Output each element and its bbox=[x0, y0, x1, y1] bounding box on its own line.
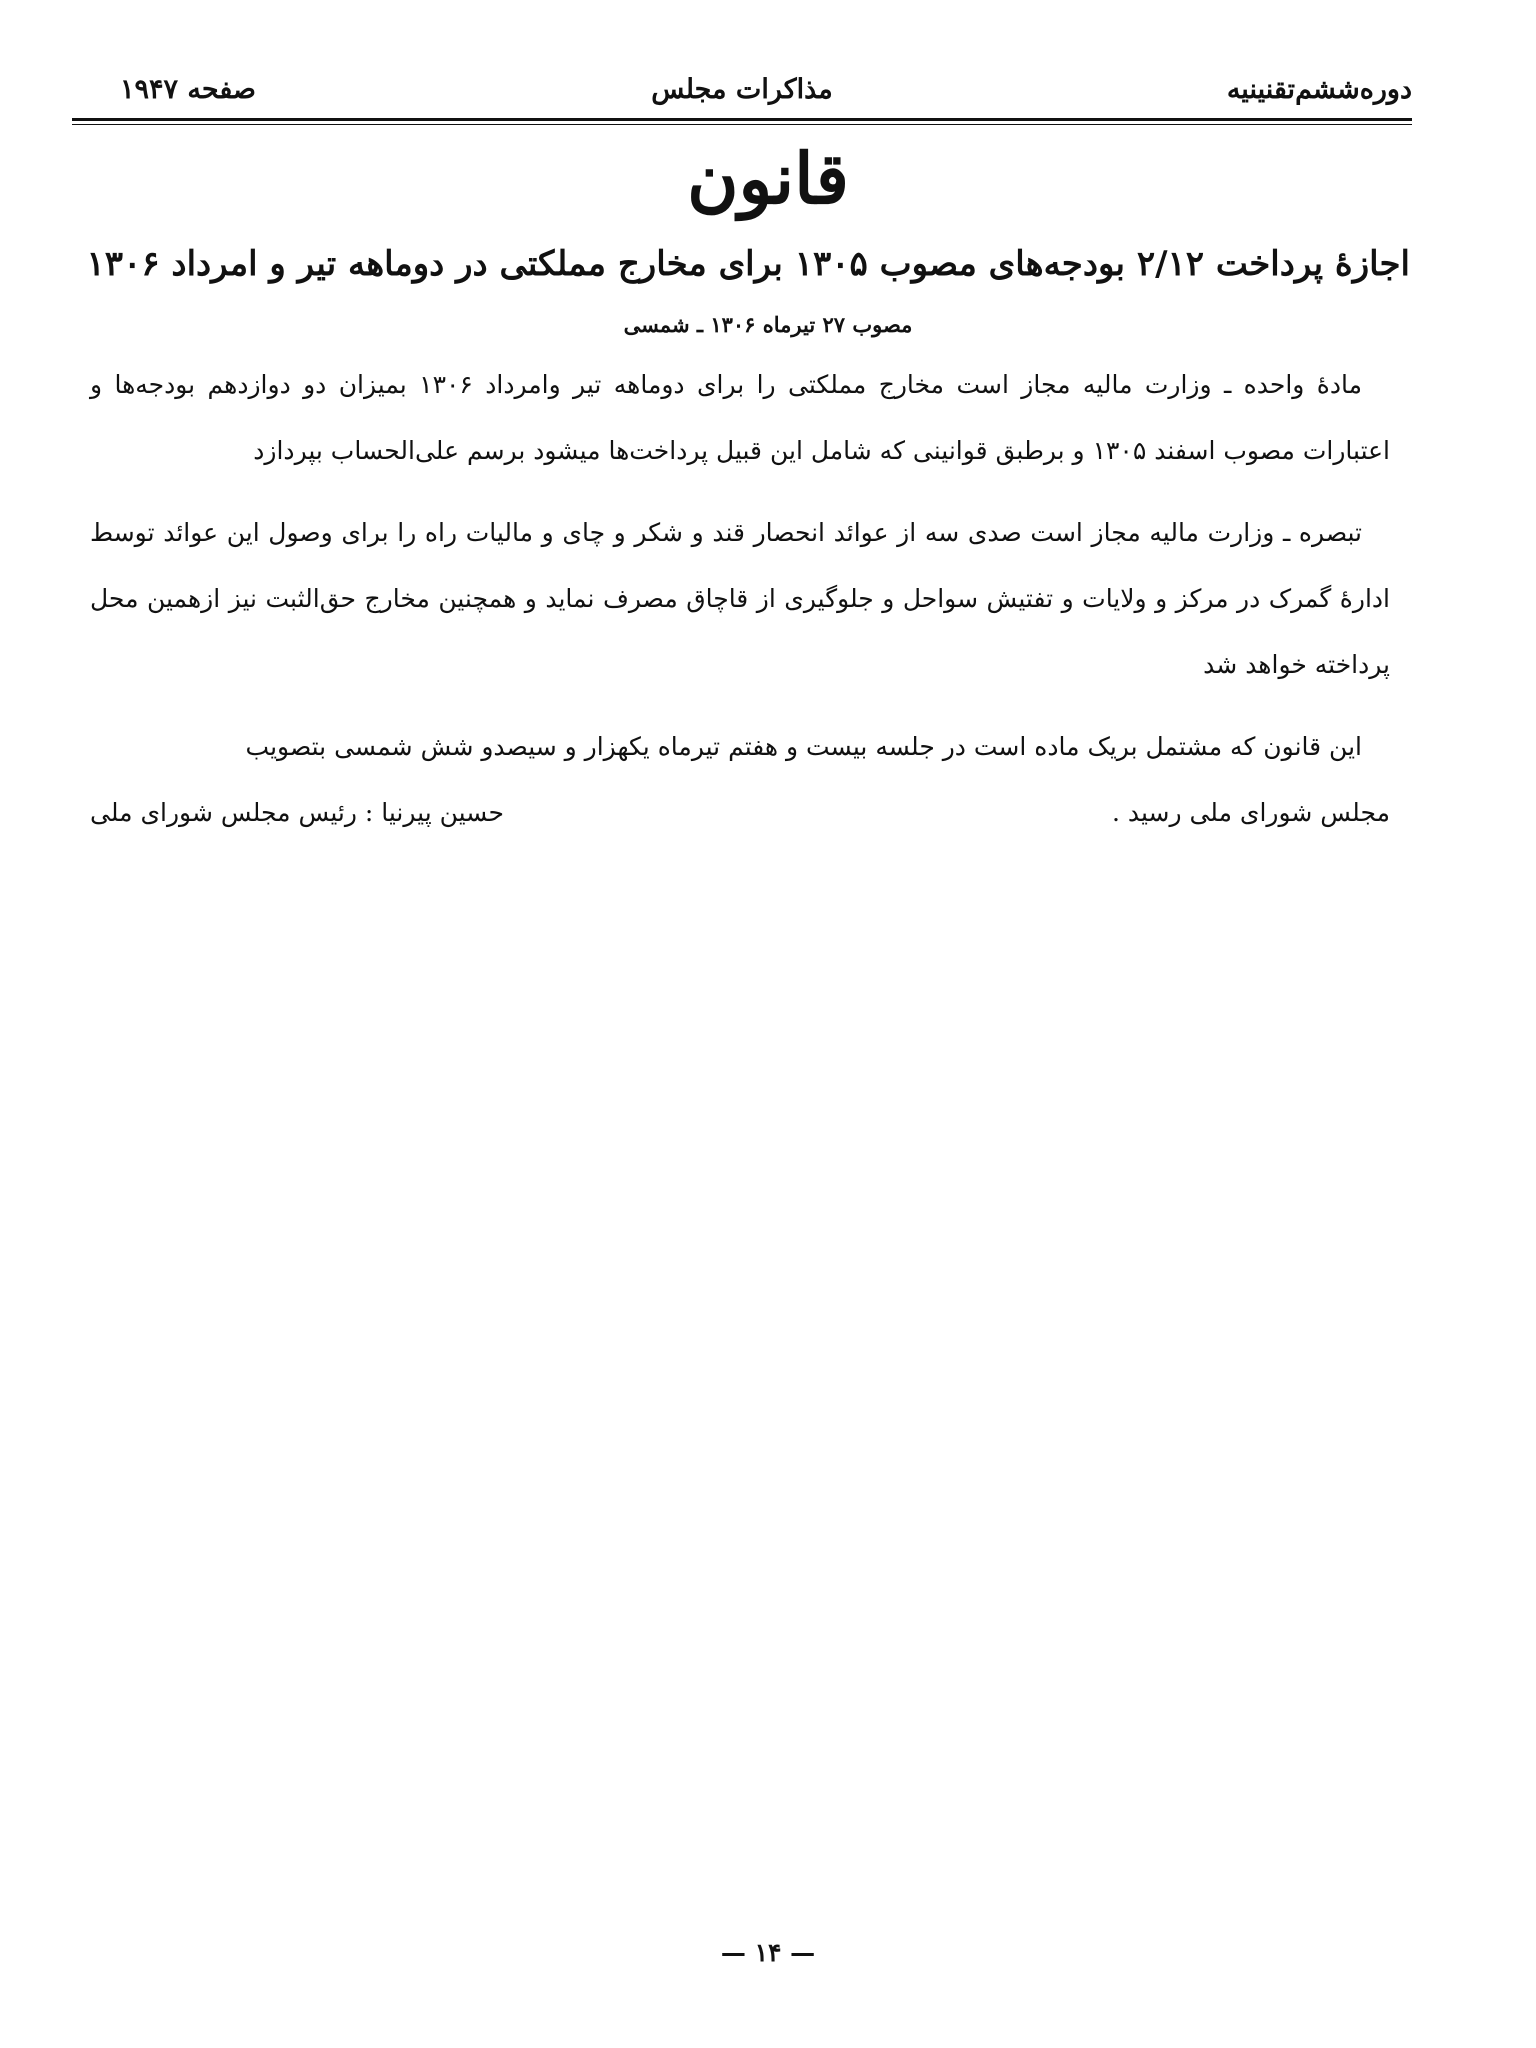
closing-paragraph: این قانون که مشتمل بریک ماده است در جلسه بیست و هفتم تیرماه یکهزار و سیصدو شش شمسی بتصویب bbox=[245, 732, 1362, 761]
page-label: صفحه ۱۹۴۷ bbox=[120, 74, 256, 105]
law-title: قانون bbox=[687, 137, 849, 220]
session-label: دوره‌ششم‌تقنینیه bbox=[1226, 74, 1412, 105]
header-divider bbox=[72, 118, 1412, 121]
note-paragraph: تبصره ـ وزارت مالیه مجاز است صدی سه از عوائد انحصار قند و شکر و چای و مالیات راه را برای وصول این عوائد توسط ادارهٔ گمرک در مرکز و ولایات و تفتیش سواحل و جلوگیری از قاچاق مصرف نماید و همچنین مخارج حق‌الثبت نیز ازهمین محل پرداخته خواهد شد bbox=[90, 518, 1390, 679]
page-number: — ۱۴ — bbox=[720, 1938, 816, 1967]
closing-end: مجلس شورای ملی رسید . bbox=[1111, 798, 1390, 827]
header-divider-thin bbox=[72, 124, 1412, 125]
signature: حسین پیرنیا : رئیس مجلس شورای ملی bbox=[90, 798, 504, 827]
journal-title: مذاکرات مجلس bbox=[651, 74, 833, 105]
approval-date: مصوب ۲۷ تیرماه ۱۳۰۶ ـ شمسی bbox=[623, 312, 913, 337]
law-body bbox=[90, 352, 1390, 846]
law-subtitle: اجازهٔ پرداخت ۲/۱۲ بودجه‌های مصوب ۱۳۰۵ برای مخارج مملکتی در دوماهه تیر و امرداد ۱۳۰۶ bbox=[86, 244, 1410, 284]
signature-line bbox=[90, 780, 1390, 846]
page-header bbox=[72, 66, 1412, 118]
article-paragraph: مادهٔ واحده ـ وزارت مالیه مجاز است مخارج مملکتی را برای دوماهه تیر وامرداد ۱۳۰۶ بمیزان دو دوازدهم بودجه‌ها و اعتبارات مصوب اسفند ۱۳۰۵ و برطبق قوانینی که شامل این قبیل پرداخت‌ها میشود برسم علی‌الحساب بپردازد bbox=[90, 370, 1390, 465]
